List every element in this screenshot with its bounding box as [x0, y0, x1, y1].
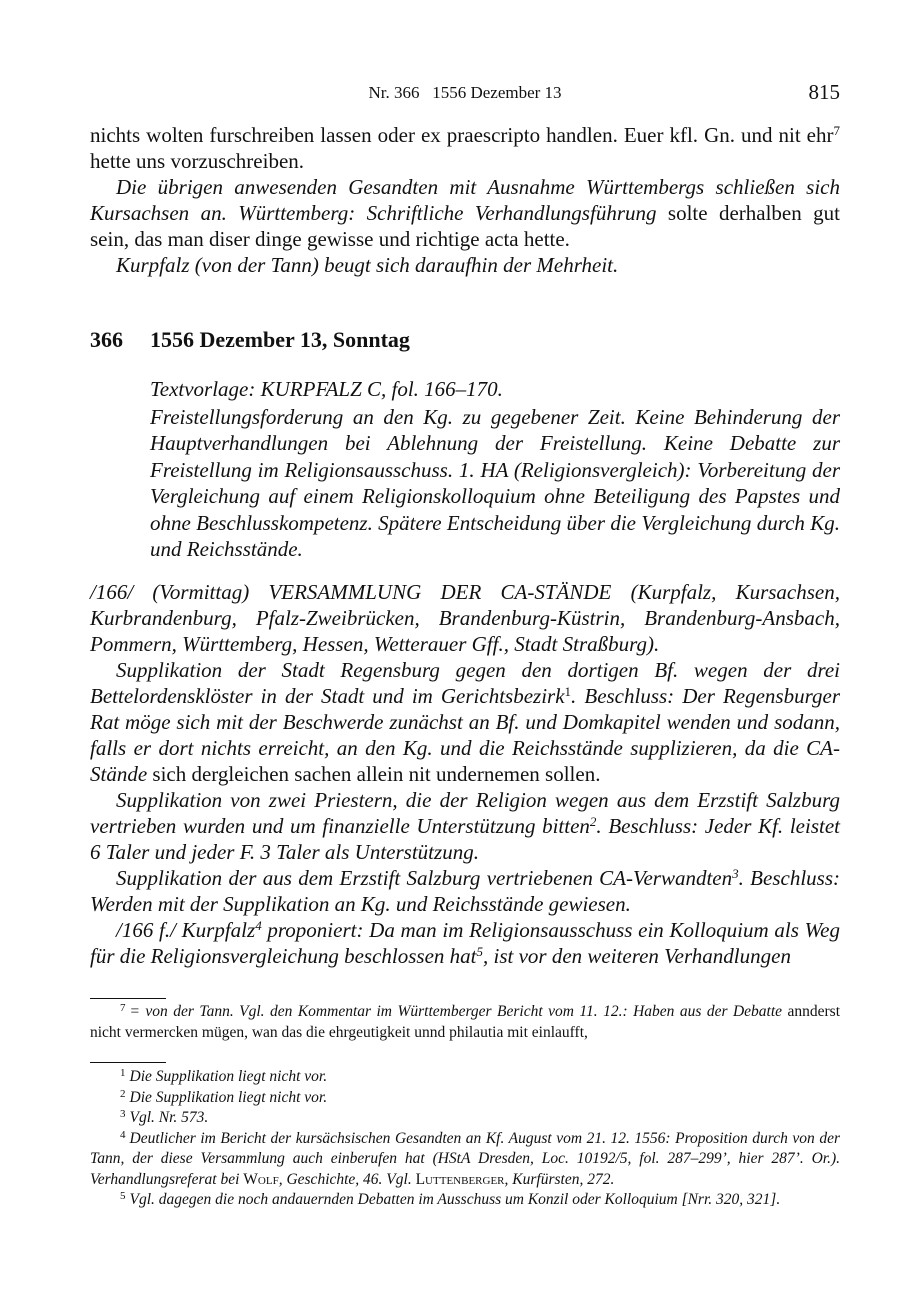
footnote-3: $^3$ Vgl. Nr. 573. — [120, 1108, 209, 1126]
regest — [150, 376, 840, 563]
footnotes-previous — [90, 998, 840, 1043]
continuation-paragraph-1: nichts wolten furschreiben lassen oder ex praescripto handlen. Euer kfl. Gn. und nit ehr$^7$ hette uns vorzuschreiben. — [90, 123, 840, 173]
footnote-rule — [90, 1062, 166, 1063]
footnote-ref-5[interactable]: 5 — [476, 943, 483, 959]
protocol-paragraph-2: Supplikation von zwei Priestern, die der Religion wegen aus dem Erzstift Salzburg vertrieben wurden und um finanzielle Unterstützung bitten$^2$. Beschluss: Jeder Kf. leistet 6 Taler und jeder F. 3 Taler als Unterstützung. — [90, 787, 840, 864]
footnotes — [90, 1062, 840, 1211]
footnote-1: $^1$ Die Supplikation liegt nicht vor. — [120, 1067, 328, 1085]
regest-source: Textvorlage: KURPFALZ C, fol. 166–170. — [150, 377, 503, 401]
footnote-2: $^2$ Die Supplikation liegt nicht vor. — [120, 1087, 328, 1106]
footnote-ref-2[interactable]: 2 — [589, 813, 597, 829]
footnote-5: $^5$ Vgl. dagegen die noch andauernden Debatten im Ausschuss um Konzil oder Kolloquium [Nrr. 320, 321]. — [120, 1190, 781, 1208]
footnote-7: $^7$ = von der Tann. Vgl. den Kommentar im Württemberger Bericht vom 11. 12.: Haben aus der Debatte annderst nicht vermercken mügen, wan das die ehrgeutigkeit unnd philautia mit einlaufft, — [90, 1002, 840, 1041]
continuation-paragraph-2: Die übrigen anwesenden Gesandten mit Ausnahme Württembergs schließen sich Kursachsen an. Württemberg: Schriftliche Verhandlungsführung solte derhalben gut sein, das man diser dinge gewisse und richtige acta hette. — [90, 175, 840, 251]
footnote-ref-3[interactable]: 3 — [732, 865, 739, 881]
author-name: Luttenberger — [415, 1170, 505, 1188]
regest-summary: Freistellungsforderung an den Kg. zu gegebener Zeit. Keine Behinderung der Hauptverhandlungen bei Ablehnung der Freistellung. Keine Debatte zur Freistellung im Religionsausschuss. 1. HA (Religionsvergleich): Vorbereitung der Vergleichung auf einem Religionskolloquium ohne Beteiligung des Papstes und ohne Beschlusskompetenz. Spätere Entscheidung über die Vergleichung durch Kg. und Reichsstände. — [150, 404, 840, 561]
running-head — [90, 80, 840, 106]
session-heading: /166/ (Vormittag) VERSAMMLUNG DER CA-STÄNDE (Kurpfalz, Kursachsen, Kurbrandenburg, Pfalz-Zweibrücken, Brandenburg-Küstrin, Brandenburg-Ansbach, Pommern, Württemberg, Hessen, Wetterauer Gff., Stadt Straßburg). — [90, 579, 840, 656]
footnote-ref-1[interactable]: 1 — [564, 683, 572, 699]
continuation-paragraph-3: Kurpfalz (von der Tann) beugt sich daraufhin der Mehrheit. — [116, 253, 619, 277]
document-heading — [90, 326, 840, 354]
page-number: 815 — [808, 80, 840, 104]
protocol-paragraph-3: Supplikation der aus dem Erzstift Salzburg vertriebenen CA-Verwandten$^3$. Beschluss: Werden mit der Supplikation an Kg. und Reichsstände gewiesen. — [90, 865, 840, 916]
footnote-ref-7[interactable]: 7 — [833, 123, 840, 138]
protocol-paragraph-4: /166 f./ Kurpfalz$^4$ proponiert: Da man im Religionsausschuss ein Kolloquium als Weg für die Religionsvergleichung beschlossen hat$^5$, ist vor den weiteren Verhandlungen — [90, 917, 840, 968]
protocol — [90, 579, 840, 969]
document-number: 366 — [90, 327, 123, 352]
document-date: 1556 Dezember 13, Sonntag — [150, 327, 410, 352]
author-name: Wolf — [243, 1170, 279, 1188]
protocol-paragraph-1: Supplikation der Stadt Regensburg gegen den dortigen Bf. wegen der drei Bettelordensklöster in der Stadt und im Gerichtsbezirk$^1$. Beschluss: Der Regensburger Rat möge sich mit der Beschwerde zunächst an Bf. und Domkapitel wenden und sodann, falls er dort nichts erreicht, an den Kg. und die Reichsstände supplizieren, da die CA-Stände sich dergleichen sachen allein nit undernemen sollen. — [90, 657, 840, 786]
main-text — [90, 122, 840, 969]
footnote-ref-4[interactable]: 4 — [255, 917, 262, 933]
running-head-title: Nr. 366 1556 Dezember 13 — [368, 83, 562, 102]
footnote-4: $^4$ Deutlicher im Bericht der kursächsischen Gesandten an Kf. August vom 21. 12. 1556: Proposition durch von der Tann, der diese Versammlung auch einberufen hat (HStA Dresden, Loc. 10192/5, fol. 287–299’, hier 287’. Or.). Verhandlungsreferat bei Wolf, Geschichte, 46. Vgl. Luttenberger, Kurfürsten, 272. — [90, 1128, 840, 1188]
footnote-rule — [90, 998, 166, 999]
